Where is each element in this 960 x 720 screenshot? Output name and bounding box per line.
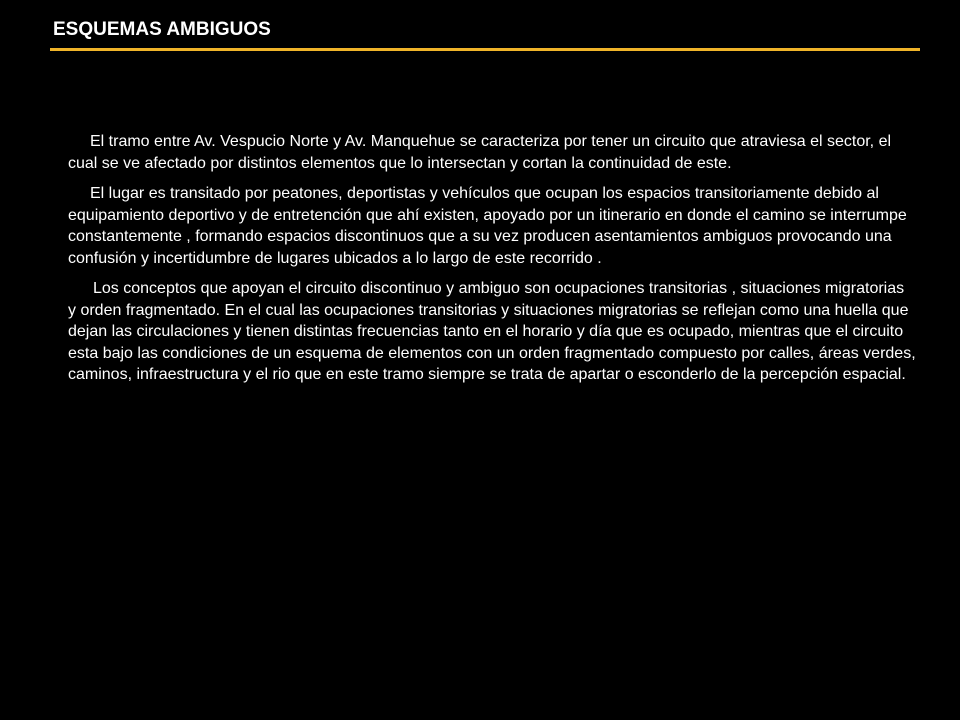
slide-title: ESQUEMAS AMBIGUOS <box>53 19 271 40</box>
body-text <box>68 131 916 395</box>
title-underline <box>50 48 920 51</box>
paragraph-3: Los conceptos que apoyan el circuito discontinuo y ambiguo son ocupaciones transitorias , situaciones migratorias y orden fragmentado. En el cual las ocupaciones transitorias y situaciones migratorias se reflejan como una huella que dejan las circulaciones y tienen distintas frecuencias tanto en el horario y día que es ocupado, mientras que el circuito esta bajo las condiciones de un esquema de elementos con un orden fragmentado compuesto por calles, áreas verdes, caminos, infraestructura y el rio que en este tramo siempre se trata de apartar o esconderlo de la percepción espacial. <box>68 280 916 383</box>
paragraph-1: El tramo entre Av. Vespucio Norte y Av. Manquehue se caracteriza por tener un circuito que atraviesa el sector, el cual se ve afectado por distintos elementos que lo intersectan y cortan la continuidad de este. <box>68 133 892 172</box>
paragraph-2: El lugar es transitado por peatones, deportistas y vehículos que ocupan los espacios transitoriamente debido al equipamiento deportivo y de entretención que ahí existen, apoyado por un itinerario en donde el camino se interrumpe constantemente , formando espacios discontinuos que a su vez producen asentamientos ambiguos provocando una confusión y incertidumbre de lugares ubicados a lo largo de este recorrido . <box>68 185 907 267</box>
